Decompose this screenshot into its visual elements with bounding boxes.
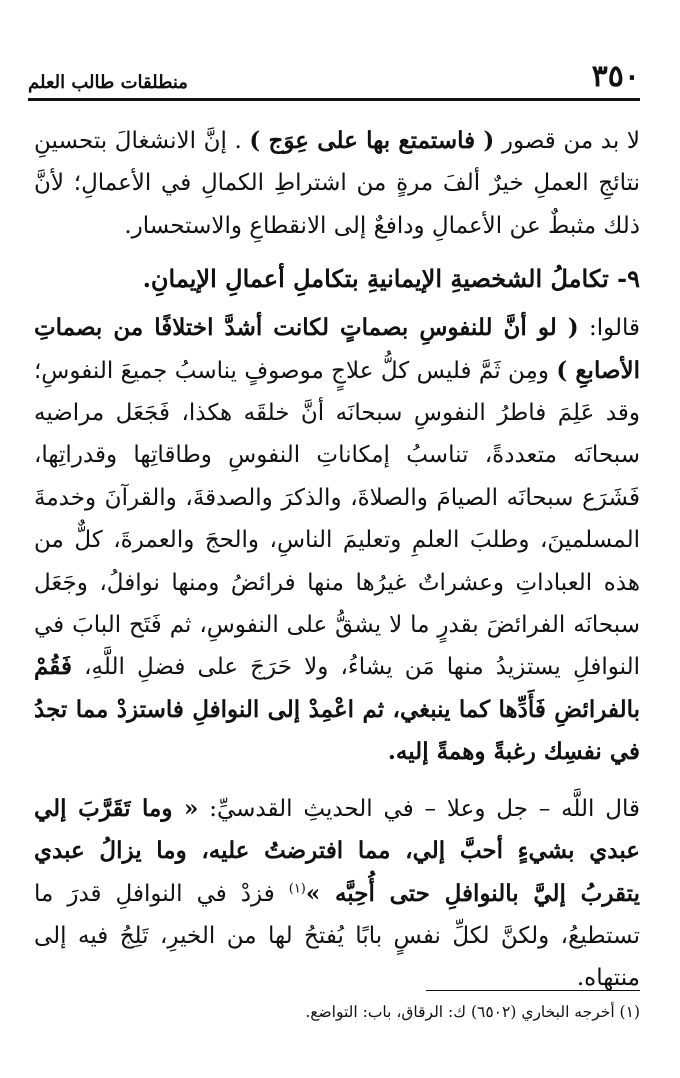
quoted-phrase: ( فاستمتع بها على عِوَج )	[249, 127, 495, 154]
quoted-saying: ( لو أنَّ للنفوسِ بصماتٍ لكانت أشدَّ اختلافًا من بصماتِ الأصابعِ )	[34, 314, 641, 384]
footnote-rule	[426, 990, 640, 991]
footnote-reference[interactable]: (١)	[288, 880, 306, 896]
paragraph-1-text-b: . إنَّ الانشغالَ بتحسينِ نتائجِ العملِ خيرٌ ألفَ مرةٍ من اشتراطِ الكمالِ في الأعمالِ؛ لأنَّ ذلك مثبطٌ عن الأعمالِ ودافعٌ إلى الانقطاعِ والاستحسار.	[34, 128, 640, 239]
paragraph-2-bold-advice: فَقُمْ بالفرائضِ فَأَدِّها كما ينبغي، ثم اعْمِدْ إلى النوافلِ فاستزدْ مما تجدُ في نفسِك رغبةً وهمةً إليه.	[34, 653, 640, 766]
section-heading: ٩- تكاملُ الشخصيةِ الإيمانيةِ بتكاملِ أعمالِ الإيمانِ.	[142, 264, 640, 294]
page-number: ٣٥٠	[591, 59, 640, 94]
running-title: منطلقات طالب العلم	[28, 72, 188, 93]
paragraph-3-text-b: فزدْ في النوافلِ قدرَ ما تستطيعُ، ولكنَّ لكلِّ نفسٍ بابًا يُفتحُ لها من الخيرِ، تَلِجُ فيه إلى منتهاه.	[34, 880, 640, 992]
paragraph-2	[34, 307, 640, 773]
paragraph-3-text-a: قال اللَّه – جل وعلا – في الحديثِ القدسيِّ:	[198, 795, 641, 822]
header-rule	[28, 98, 640, 101]
footnote: (١) أخرجه البخاري (٦٥٠٢) ك: الرقاق، باب: التواضع.	[305, 1003, 640, 1021]
paragraph-1-text-a: لا بد من قصور	[494, 128, 640, 154]
page-header	[28, 52, 640, 92]
paragraph-1	[34, 120, 640, 247]
paragraph-3	[34, 788, 640, 1000]
hadith-quote: « وما تَقَرَّبَ إلي عبدي بشيءٍ أحبَّ إلي، مما افترضتُ عليه، وما يزالُ عبدي يتقربُ إليَّ بالنوافلِ حتى أُحِبَّه »	[34, 794, 640, 907]
page-body	[34, 120, 640, 1000]
paragraph-2-text-b: ومِن ثَمَّ فليس كلُّ علاجٍ موصوفٍ يناسبُ جميعَ النفوسِ؛ وقد عَلِمَ فاطرُ النفوسِ سبحانَه أنَّ خلقَه هكذا، فَجَعَل مراضيه سبحانَه متعددةً، تناسبُ إمكاناتِ النفوسِ وطاقاتِها وقدراتِها، فَشَرَع سبحانَه الصيامَ والصلاةَ، والذكرَ والصدقةَ، والقرآنَ وخدمةَ المسلمينَ، وطلبَ العلمِ وتعليمَ الناسِ، والحجَ والعمرةَ، كلٌّ من هذه العباداتِ وعشراتٌ غيرُها منها فرائضُ ومنها نوافلُ، وجَعَل سبحانَه الفرائضَ بقدرٍ ما لا يشقُّ على النفوسِ، ثم فَتَح البابَ في النوافلِ يستزيدُ منها مَن يشاءُ، ولا حَرَجَ على فضلِ اللَّهِ،	[34, 357, 640, 681]
paragraph-2-text-a: قالوا:	[578, 315, 641, 342]
